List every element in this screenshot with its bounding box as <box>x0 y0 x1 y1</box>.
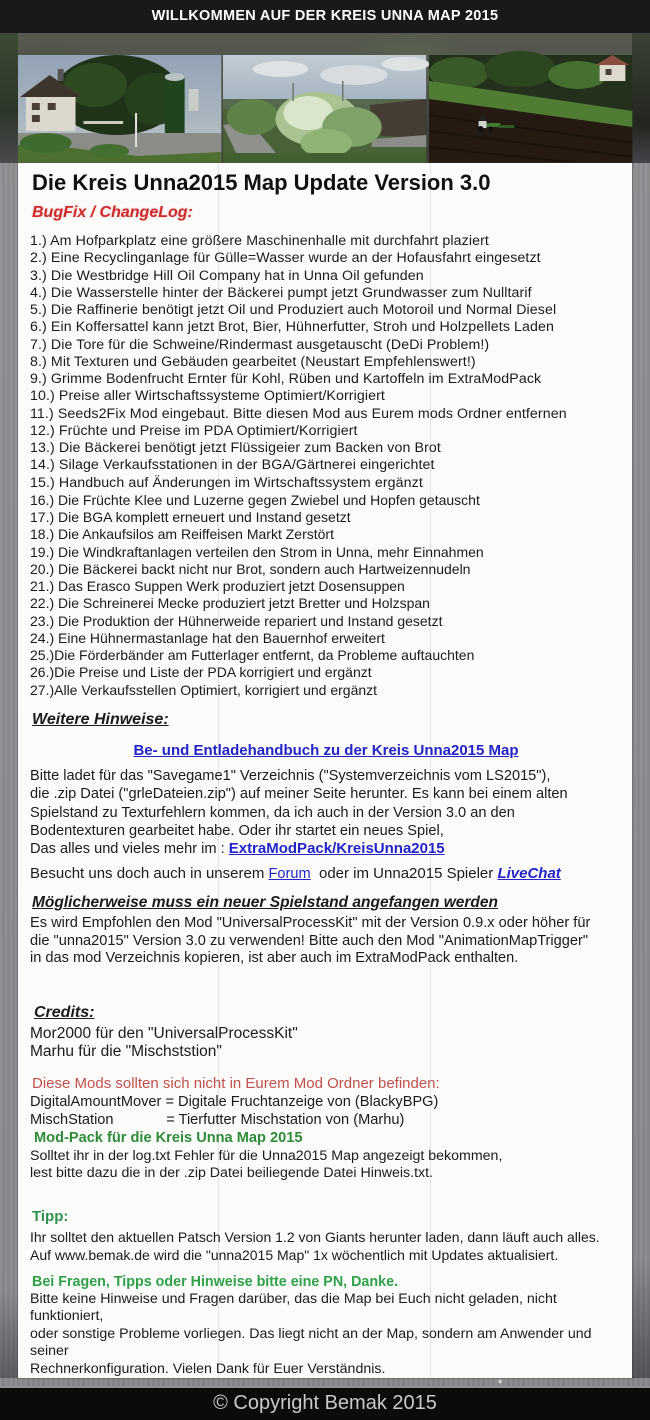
livechat-link[interactable]: LiveChat <box>497 864 561 882</box>
forum-link[interactable]: Forum <box>268 865 311 882</box>
pn-line: oder sonstige Probleme vorliegen. Das liegt nicht an der Map, sondern am Anwender und seiner <box>30 1325 592 1360</box>
modpack-line: lest bitte dazu die in der .zip Datei beiliegende Datei Hinweis.txt. <box>30 1165 433 1182</box>
savegame-lines <box>30 767 622 841</box>
mods-warning-line: MischStation = Tierfutter Mischstation von (Marhu) <box>30 1111 405 1128</box>
screenshot-strip <box>18 55 632 163</box>
tip-heading: Tipp: <box>32 1208 69 1226</box>
welcome-banner: WILLKOMMEN AUF DER KREIS UNNA MAP 2015 <box>0 0 650 33</box>
changelog-item: 13.) Die Bäckerei benötigt jetzt Flüssigeier zum Backen von Brot <box>30 440 441 456</box>
savegame-line: die .zip Datei ("grleDateien.zip") auf meiner Seite herunter. Es kann bei einem alten <box>30 786 568 803</box>
page-crease <box>218 163 219 1378</box>
handbook-link-row <box>30 742 622 760</box>
mods-warning-heading: Diese Mods sollten sich nicht in Eurem Mod Ordner befinden: <box>32 1074 440 1092</box>
changelog-item: 19.) Die Windkraftanlagen verteilen den Strom in Unna, mehr Einnahmen <box>30 543 484 560</box>
map-description <box>18 163 632 1378</box>
savegame-line: Bitte ladet für das "Savegame1" Verzeichnis ("Systemverzeichnis vom LS2015"), <box>30 767 551 784</box>
changelog-item: 2.) Eine Recyclinganlage für Gülle=Wasser wurde an der Hofausfahrt eingesetzt <box>30 250 541 267</box>
modpack-line: Solltet ihr in der log.txt Fehler für die Unna2015 Map angezeigt bekommen, <box>30 1148 503 1165</box>
new-savegame-line: die "unna2015" Version 3.0 zu verwenden! Bitte auch den Mod "AnimationMapTrigger" <box>30 932 589 949</box>
farmhouse-scene-graphic <box>18 55 221 163</box>
extramodpack-link[interactable]: ExtraModPack/KreisUnna2015 <box>228 840 445 858</box>
credits-line: Mor2000 für den "UniversalProcessKit" <box>30 1024 298 1042</box>
more-prefix: Das alles und vieles mehr im : <box>30 841 229 858</box>
changelog-item: 5.) Die Raffinerie benötigt jetzt Oil und Produziert auch Motoroil und Normal Diesel <box>30 302 557 318</box>
modpack-heading: Mod-Pack für die Kreis Unna Map 2015 <box>34 1130 303 1147</box>
copyright-text: © Copyright Bemak 2015 <box>213 1392 437 1414</box>
mods-warning-list <box>30 1093 622 1130</box>
new-savegame-heading: Möglicherweise muss ein neuer Spielstand angefangen werden <box>32 894 498 912</box>
changelog-item: 1.) Am Hofparkplatz eine größere Maschinenhalle mit durchfahrt plaziert <box>30 233 489 249</box>
changelog-item: 25.)Die Förderbänder am Futterlager entfernt, da Probleme auftauchten <box>30 647 475 663</box>
copyright-bar <box>0 1386 650 1420</box>
changelog-item: 21.) Das Erasco Suppen Werk produziert jetzt Dosensuppen <box>30 578 405 594</box>
page-crease <box>430 163 431 1378</box>
backdrop-highlight <box>497 1379 503 1384</box>
changelog-list <box>30 233 622 699</box>
changelog-item: 3.) Die Westbridge Hill Oil Company hat in Unna Oil gefunden <box>30 267 424 284</box>
changelog-item: 18.) Die Ankaufsilos am Reiffeisen Markt Zerstört <box>30 526 334 543</box>
pn-note <box>30 1291 622 1379</box>
modpack-note <box>30 1148 622 1182</box>
changelog-item: 8.) Mit Texturen und Gebäuden gearbeitet (Neustart Empfehlenswert!) <box>30 353 476 370</box>
new-savegame-note <box>30 915 622 968</box>
changelog-item: 16.) Die Früchte Klee und Luzerne gegen Zwiebel und Hopfen getauscht <box>30 491 480 508</box>
community-line <box>30 865 622 883</box>
map-screenshot-landscape <box>223 55 426 163</box>
changelog-item: 24.) Eine Hühnermastanlage hat den Bauernhof erweitert <box>30 629 385 646</box>
changelog-item: 14.) Silage Verkaufsstationen in der BGA/Gärtnerei eingerichtet <box>30 457 435 474</box>
credits-list <box>30 1025 622 1062</box>
changelog-item: 20.) Die Bäckerei backt nicht nur Brot, sondern auch Hartweizennudeln <box>30 560 471 577</box>
handbook-link[interactable]: Be- und Entladehandbuch zu der Kreis Unna2015 Map <box>133 741 519 759</box>
changelog-item: 9.) Grimme Bodenfrucht Ernter für Kohl, Rüben und Kartoffeln im ExtraModPack <box>30 371 542 387</box>
credits-line: Marhu für die "Mischststion" <box>30 1043 222 1061</box>
new-savegame-line: in das mod Verzeichnis kopieren, ist aber auch im ExtraModPack enthalten. <box>30 950 519 967</box>
backdrop-shadow-right <box>632 1260 650 1378</box>
changelog-item: 12.) Früchte und Preise im PDA Optimiert/Korrigiert <box>30 422 358 439</box>
tip-note <box>30 1228 622 1264</box>
changelog-item: 15.) Handbuch auf Änderungen im Wirtschaftssystem ergänzt <box>30 474 423 491</box>
mods-warning-line: DigitalAmountMover = Digitale Fruchtanzeige von (BlackyBPG) <box>30 1093 439 1110</box>
community-pre: Besucht uns doch auch in unserem <box>30 864 269 882</box>
changelog-item: 4.) Die Wasserstelle hinter der Bäckerei pumpt jetzt Grundwasser zum Nulltarif <box>30 284 532 301</box>
landscape-scene-graphic <box>223 55 426 163</box>
plowing-scene-graphic <box>429 55 632 163</box>
new-savegame-line: Es wird Empfohlen den Mod "UniversalProcessKit" mit der Version 0.9.x oder höher für <box>30 915 591 932</box>
savegame-line: Spielstand zu Texturfehlern kommen, da ich auch in der Version 3.0 an den <box>30 804 515 821</box>
page-title: Die Kreis Unna2015 Map Update Version 3.0 <box>32 170 491 195</box>
changelog-item: 17.) Die BGA komplett erneuert und Instand gesetzt <box>30 509 351 525</box>
credits-heading: Credits: <box>34 1003 95 1021</box>
more-line <box>30 840 622 858</box>
changelog-item: 7.) Die Tore für die Schweine/Rindermast ausgetauscht (DeDi Problem!) <box>30 336 490 353</box>
changelog-item: 23.) Die Produktion der Hühnerweide repariert und Instand gesetzt <box>30 612 443 629</box>
savegame-note <box>30 767 622 859</box>
changelog-item: 6.) Ein Koffersattel kann jetzt Brot, Bier, Hühnerfutter, Stroh und Holzpellets Laden <box>30 319 555 336</box>
hints-heading: Weitere Hinweise: <box>32 710 169 728</box>
changelog-item: 10.) Preise aller Wirtschaftssysteme Optimiert/Korrigiert <box>30 388 385 405</box>
map-screenshot-field <box>429 55 632 163</box>
changelog-item: 26.)Die Preise und Liste der PDA korrigiert und ergänzt <box>30 664 372 681</box>
changelog-item: 11.) Seeds2Fix Mod eingebaut. Bitte diesen Mod aus Eurem mods Ordner entfernen <box>30 405 567 422</box>
pn-line: Bitte keine Hinweise und Fragen darüber, das die Map bei Euch nicht geladen, nicht funktioniert, <box>30 1290 557 1325</box>
savegame-line: Bodentexturen gearbeitet habe. Oder ihr startet ein neues Spiel, <box>30 822 444 839</box>
pn-line: Rechnerkonfiguration. Vielen Dank für Euer Verständnis. <box>30 1361 386 1378</box>
changelog-heading: BugFix / ChangeLog: <box>32 204 193 221</box>
tip-line: Auf www.bemak.de wird die "unna2015 Map" 1x wöchentlich mit Updates aktualisiert. <box>30 1247 559 1264</box>
tip-line: Ihr solltet den aktuellen Patsch Version 1.2 von Giants herunter laden, dann läuft auch alles. <box>30 1229 600 1246</box>
changelog-item: 22.) Die Schreinerei Mecke produziert jetzt Bretter und Holzspan <box>30 595 430 612</box>
pn-heading: Bei Fragen, Tipps oder Hinweise bitte eine PN, Danke. <box>32 1273 398 1290</box>
changelog-item: 27.)Alle Verkaufsstellen Optimiert, korrigiert und ergänzt <box>30 681 378 698</box>
map-screenshot-farmhouse <box>18 55 221 163</box>
backdrop-shadow-left <box>0 1290 18 1378</box>
community-mid: oder im Unna2015 Spieler <box>310 864 498 882</box>
